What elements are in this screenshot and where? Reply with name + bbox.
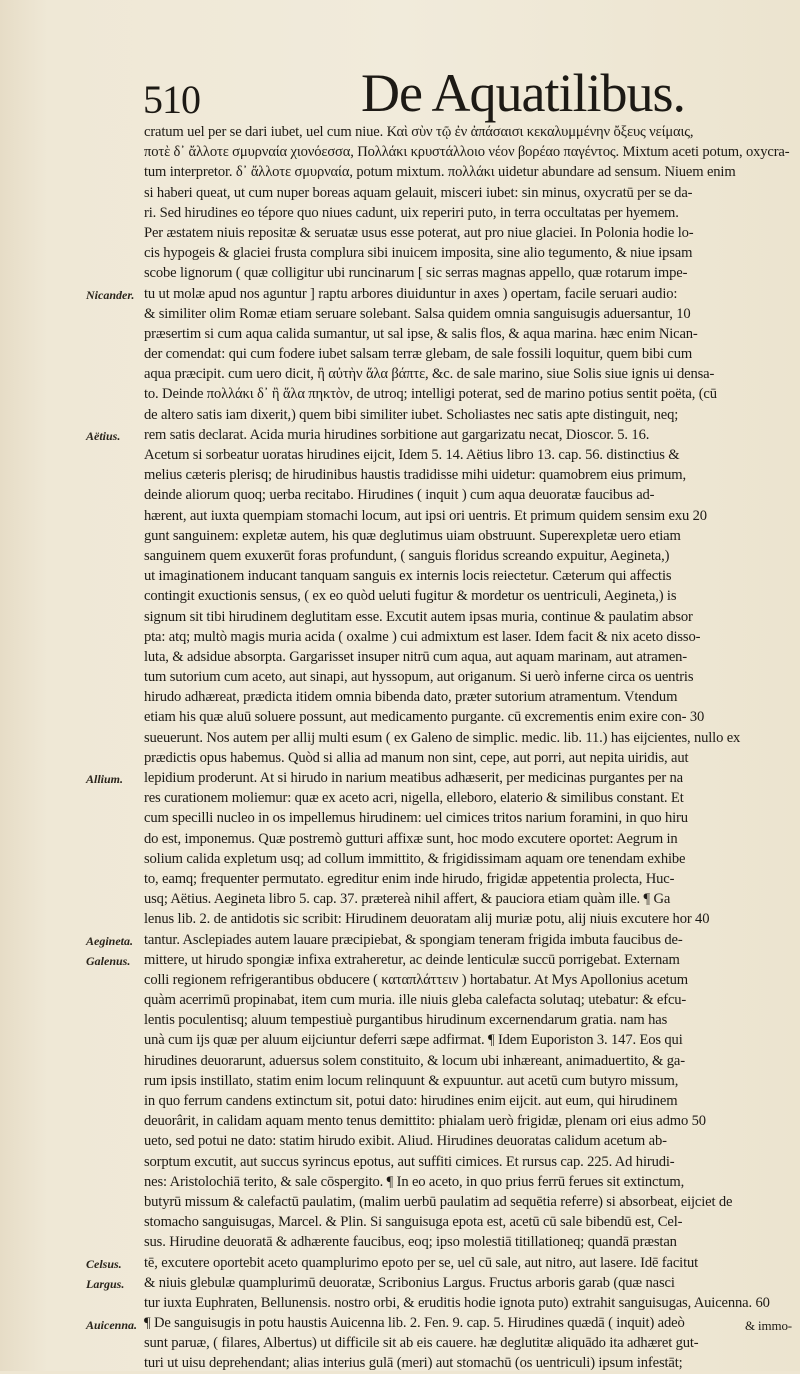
text-line: der comendat: qui cum fodere iubet salsam terræ glebam, de sale fossili loquitur, quem bibi cum xyxy=(144,346,693,363)
page-header xyxy=(143,62,783,123)
text-line: hærent, aut iuxta quempiam stomachi locum, aut ipsi ori uentris. Et primum quidem sensim exu 20 xyxy=(144,507,707,524)
margin-note: Largus. xyxy=(86,1277,125,1292)
text-line: etiam his quæ aluū soluere possunt, aut medicamento purgante. cū excrementis enim exire con- 30 xyxy=(144,709,705,726)
margin-note: Auicenna. xyxy=(86,1317,138,1332)
text-line: quàm acerrimū propinabat, item cum muria. ille niuis gleba calefacta solutaq; utebatur: & efcu- xyxy=(144,992,687,1009)
margin-note: Aegineta. xyxy=(86,934,133,948)
text-line: sunt paruæ, ( filares, Albertus) ut difficile sit ab eis cauere. hæ deglutitæ aliquādo ita adhæret gut- xyxy=(144,1335,699,1352)
text-line: tur iuxta Euphraten, Bellunensis. nostro orbi, & eruditis hodie ignota puto) extrahit sanguisugas, Auicenna. 60 xyxy=(144,1294,770,1311)
text-line: ut imaginationem inducant tanquam sanguis ex internis locis reiectetur. Cæterum qui affectis xyxy=(144,568,672,585)
text-line: stomacho sanguisugas, Marcel. & Plin. Si sanguisuga epota est, acetū cū sale bibendū est, Cel- xyxy=(144,1214,683,1231)
text-line: gunt sanguinem: expletæ autem, his quæ deglutimus uiam obstruunt. Superexpletæ uero etiam xyxy=(144,527,681,544)
text-line: in quo ferrum candens extinctum sit, potui dato: hirudines enim eijcit. aut eum, qui hirudinem xyxy=(144,1093,678,1109)
text-line: & similiter olim Romæ etiam seruare solebant. Salsa quidem omnia sanguisugis aduersantur, 10 xyxy=(144,305,691,322)
text-line: tantur. Asclepiades autem lauare præcipiebat, & spongiam teneram frigida imbuta faucibus de- xyxy=(144,931,683,948)
text-line: cum specilli nucleo in os impellemus hirudinem: uel cimices tritos narium foramini, in quo hiru xyxy=(144,810,688,827)
text-line: scobe lignorum ( quæ colligitur ubi runcinarum [ sic serras magnas appello, quæ rotarum impe- xyxy=(144,265,688,282)
text-line: lepidium proderunt. At si hirudo in narium meatibus adhæserit, per medicinas purgantes per na xyxy=(144,770,684,786)
text-line: ueto, sed potui ne dato: statim hirudo exibit. Aliud. Hirudines deuoratas calidum acetum ab- xyxy=(144,1133,667,1150)
text-line: Per æstatem niuis repositæ & seruatæ usus esse poterat, aut pro niue glaciei. In Polonia hodie lo- xyxy=(144,224,694,241)
text-line: & niuis glebulæ quamplurimū deuoratæ, Scribonius Largus. Fructus arboris garab (quæ nasci xyxy=(144,1274,675,1291)
margin-note: Celsus. xyxy=(86,1257,122,1272)
text-line: sueuerunt. Nos autem per allij multi esum ( ex Galeno de simplic. medic. lib. 11.) has eijcientes, nullo ex xyxy=(144,729,741,746)
text-line: lentis poculentisq; aluum tempestiuè purgantibus hirudinum excernendarum gratia. nam has xyxy=(144,1012,668,1029)
text-line: hirudo adhæreat, prædicta itidem omnia bibenda dato, præter sutorium atramentum. Vtendum xyxy=(144,689,678,706)
text-line: nes: Aristolochiā terito, & sale cōspergito. ¶ In eo aceto, in quo prius ferrū ferues sit extinctum, xyxy=(144,1173,685,1190)
catchword: & immo- xyxy=(745,1318,792,1333)
text-line: melius cæteris plerisq; de hirudinibus haustis tradidisse mihi uidetur: quamobrem eius primum, xyxy=(144,467,687,484)
text-line: deinde aliorum quoq; uerba recitabo. Hirudines ( inquit ) cum aqua deuoratæ faucibus ad- xyxy=(144,487,655,504)
text-line: ri. Sed hirudines eo tépore quo niues cadunt, uix reperiri puto, in terra occultatas per hyemem. xyxy=(144,204,679,221)
text-line: rem satis declarat. Acida muria hirudines sorbitione aut gargarizatu necat, Dioscor. 5. 16. xyxy=(144,426,650,443)
margin-note: Aëtius. xyxy=(86,429,121,443)
text-line: si haberi queat, ut cum nuper boreas aquam gelauit, misceri iubet: sin minus, oxycratū per se da- xyxy=(144,184,693,201)
text-line: de altero satis iam dixerit,) quem bibi similiter iubet. Scholiastes nec satis apte distinguit, neq; xyxy=(144,406,679,423)
text-line: prædictis opus habemus. Quòd si allia ad manum non sint, cepe, aut porri, aut nepita uiridis, aut xyxy=(144,749,689,766)
margin-note: Nicander. xyxy=(86,287,135,302)
text-line: tum sutorium cum aceto, aut sinapi, aut hyssopum, aut origanum. Si uerò inferne circa os uentris xyxy=(144,669,694,686)
text-line: contingit exuctionis sensus, ( ex eo quòd ueluti fugitur & mordetur os uentriculi, Aegineta,) is xyxy=(144,588,677,605)
text-line: deuorârit, in calidam aquam mento tenus demittito: phialam uerò frigidæ, plenam ori eius admo 50 xyxy=(144,1113,706,1130)
margin-notes xyxy=(0,0,140,1371)
text-line: butyrū missum & calefactū paulatim, (malim uerbū paulatim ad sequētia referre) si absorbeat, eijciet de xyxy=(144,1193,733,1210)
page-number: 510 xyxy=(143,77,200,122)
margin-note: Galenus. xyxy=(86,954,131,969)
text-line: præsertim si cum aqua calida sumantur, ut sal ipse, & salis flos, & aqua marina. hæc enim Nican- xyxy=(144,325,698,342)
text-line: do est, imponemus. Quæ postremò gutturi affixæ sunt, hoc modo excutere oportet: Aegrum in xyxy=(144,830,678,847)
text-line: pta: atq; multò magis muria acida ( oxalme ) cui admixtum est laser. Idem facit & nix aceto disso- xyxy=(144,628,701,645)
text-line: ¶ De sanguisugis in potu haustis Auicenna lib. 2. Fen. 9. cap. 5. Hirudines quædā ( inquit) adeò xyxy=(144,1315,685,1332)
text-line: usq; Aëtius. Aegineta libro 5. cap. 37. prætereà nihil affert, & pauciora etiam quàm ille. ¶ Ga xyxy=(144,891,671,908)
text-line: sorptum excutit, aut succus syrincus epotus, aut suffiti cimices. Et rursus cap. 225. Ad hirudi- xyxy=(144,1153,675,1170)
text-line: sus. Hirudine deuoratā & adhærente faucibus, eoq; ipso molestiā titillationeq; quandā præstan xyxy=(144,1234,677,1251)
text-line: cis hypogeis & glaciei frusta complura sibi inuicem imposita, sine alio tegumento, & niue ipsam xyxy=(144,245,693,262)
text-line: Acetum si sorbeatur uoratas hirudines eijcit, Idem 5. 14. Aëtius libro 13. cap. 56. distinctius & xyxy=(144,447,680,463)
text-line: colli regionem refrigerantibus obducere ( καταπλάττειν ) hortabatur. At Mys Apollonius acetum xyxy=(144,971,688,988)
text-line: luta, & adsidue absorpta. Gargarisset insuper nitrū cum aqua, aut aquam marinam, aut atramen- xyxy=(144,648,688,665)
text-line: solium calida expletum usq; ad collum immittito, & frigidissimam aquam ore tenendam exhibe xyxy=(144,850,686,867)
text-line: hirudines deuorarunt, aduersus solem constituito, & locum ubi inhæreant, animaduertito, & ga- xyxy=(144,1052,685,1069)
text-line: turi ut uisu deprehendant; alias interius gulā (meri) aut stomachū (os uentriculi) ipsum infestāt; xyxy=(144,1355,683,1372)
text-line: res curationem moliemur: quæ ex aceto acri, nigella, elleboro, elaterio & similibus constant. Et xyxy=(144,790,684,807)
text-line: to, eamq; frequenter permutato. egreditur enim inde hirudo, frigidæ appetentia prolecta, Huc- xyxy=(144,870,675,887)
text-line: cratum uel per se dari iubet, uel cum niue. Καὶ σὺν τῷ ἐν ἀπάσαισι κεκαλυμμένην ὄξευς νείμαις, xyxy=(144,124,694,140)
text-line: aqua præcipit. cum uero dicit, ἢ αὐτὴν ἅλα βάπτε, &c. de sale marino, siue Solis siue ignis ui densa- xyxy=(144,366,715,383)
text-line: ποτὲ δ᾽ ἄλλοτε σμυρναία χιονόεσσα, Πολλάκι κρυστάλλοιο νέον βορέαο παγέντος. Mixtum aceti potum, oxycra- xyxy=(144,144,790,161)
text-line: sanguinem quem exuxerūt foras profundunt, ( sanguis floridus screando expuitur, Aegineta,) xyxy=(144,547,670,564)
text-line: signum sit tibi hirudinem deglutitam esse. Excutit autem ipsas muria, continue & paulatim absor xyxy=(144,608,693,625)
text-line: rum ipsis instillato, statim enim locum relinquunt & expuuntur. aut acetū cum butyro missum, xyxy=(144,1072,679,1089)
text-line: tum interpretor. δ᾽ ἄλλοτε σμυρναία, potum mixtum. πολλάκι uidetur abundare ad sensum. Niuem enim xyxy=(144,164,736,181)
text-line: tu ut molæ apud nos aguntur ] raptu arbores diuiduntur in axes ) opertam, facile seruari audio: xyxy=(144,285,678,302)
running-title: De Aquatilibus. xyxy=(361,63,685,123)
text-line: mittere, ut hirudo spongiæ infixa extraheretur, ac deinde lenticulæ succū porrigebat. Externam xyxy=(144,951,680,968)
body-text xyxy=(144,122,794,1374)
text-line: unà cum ijs quæ per aluum eijciuntur deferri sæpe adfirmat. ¶ Idem Euporiston 3. 147. Eos qui xyxy=(144,1032,683,1049)
text-line: lenus lib. 2. de antidotis sic scribit: Hirudinem deuoratam alij muriæ potu, alij niuis excutere hor 40 xyxy=(144,911,710,928)
margin-note: Allium. xyxy=(86,772,124,787)
text-line: tē, excutere oportebit aceto quamplurimo epoto per se, uel cū sale, aut nitro, aut lasere. Idē facitut xyxy=(144,1254,699,1271)
text-line: to. Deinde πολλάκι δ᾽ ἢ ἅλα πηκτὸν, de utroq; intelligi poterat, sed de marino potius sentit poëta, (cū xyxy=(144,386,717,403)
